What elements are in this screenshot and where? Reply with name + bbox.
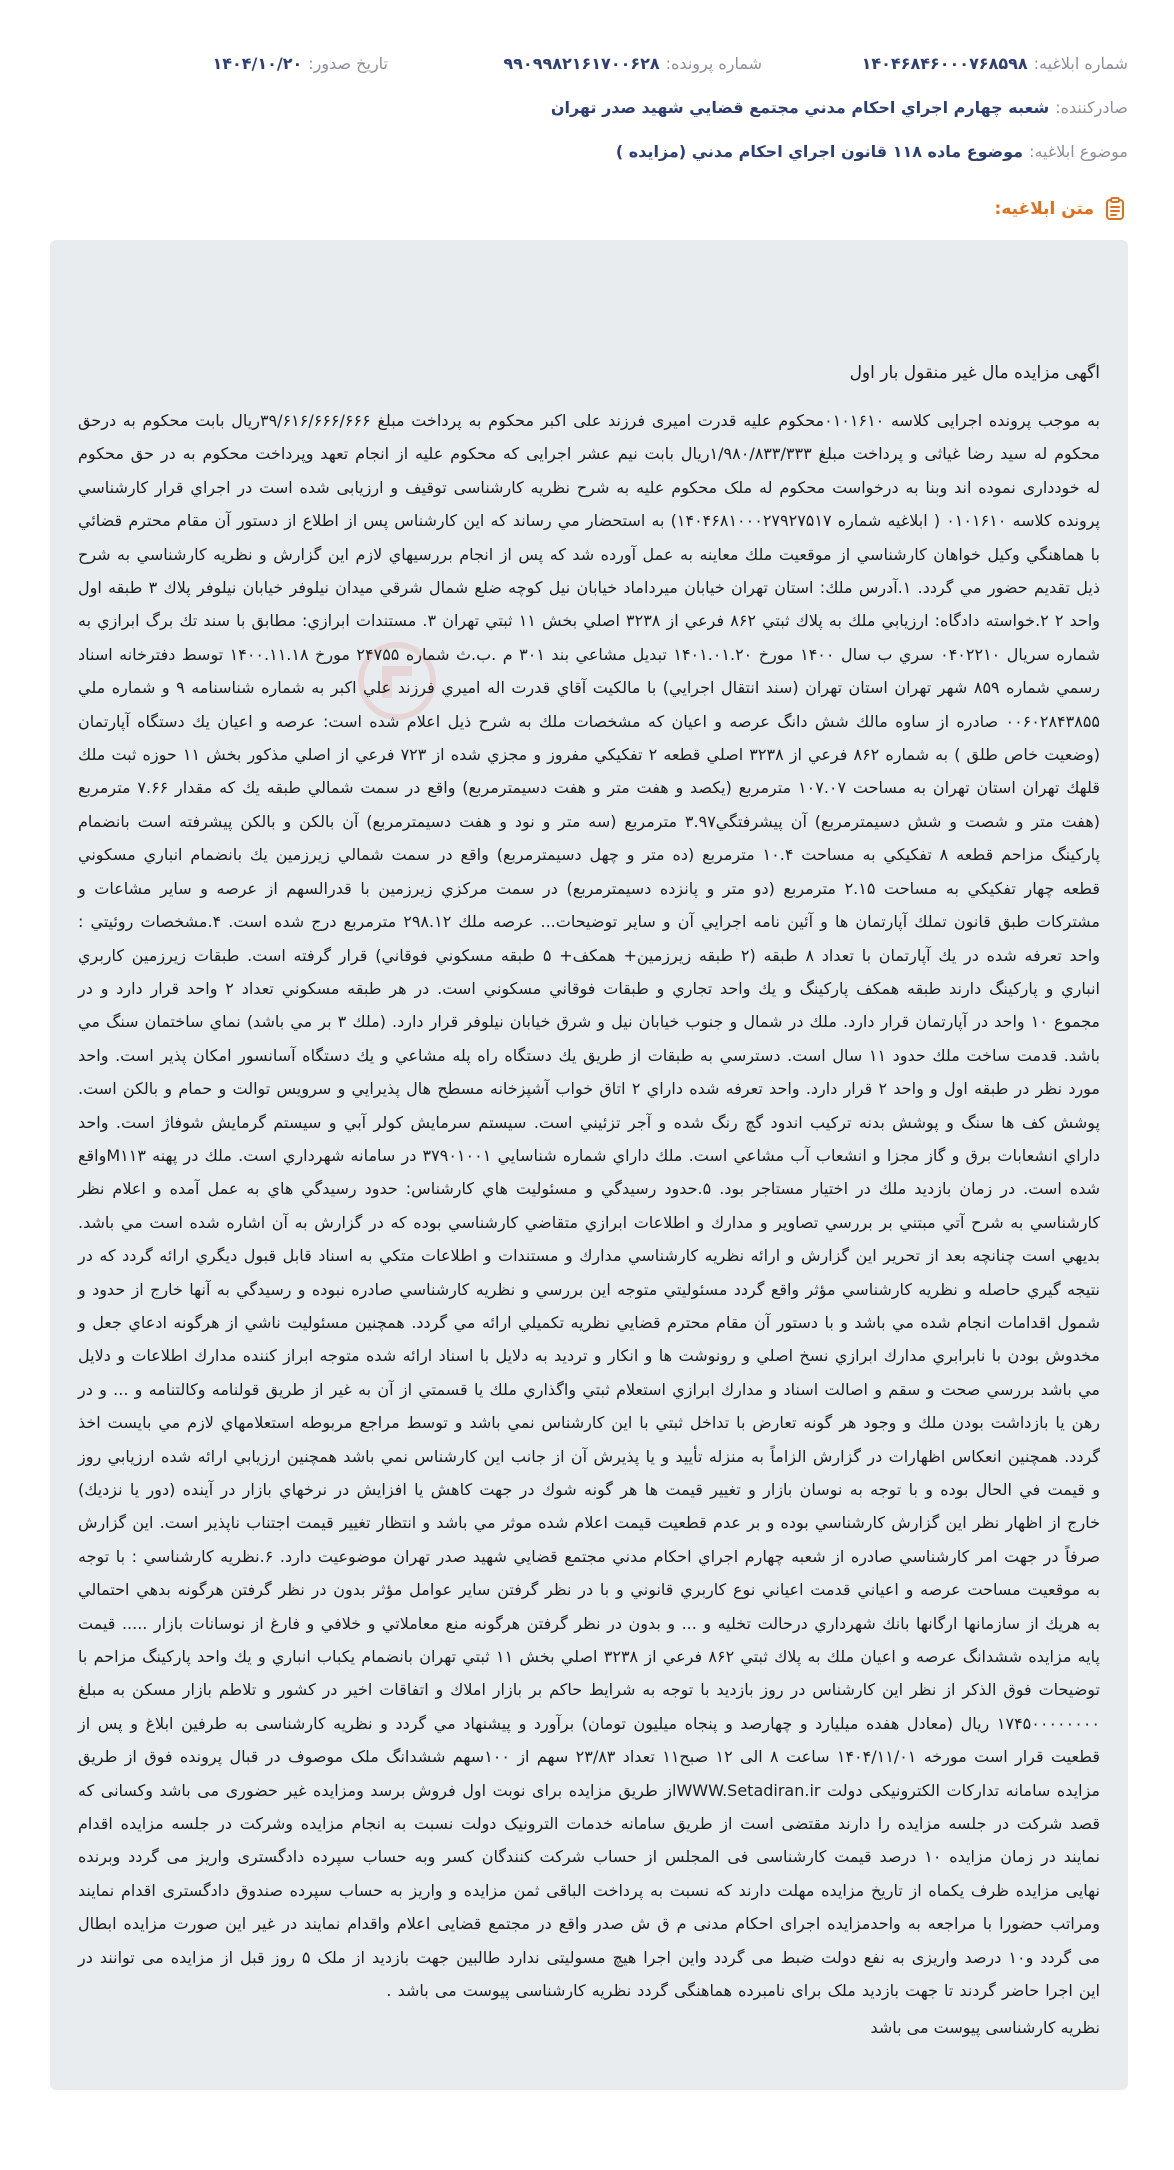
notice-text-title: متن ابلاغیه: [994, 199, 1094, 219]
notice-text-heading [995, 196, 1128, 222]
issuer-value: شعبه چهارم اجراي احكام مدني مجتمع قضايي شهيد صدر تهران [550, 97, 1050, 117]
case-number-label: شماره پرونده: [665, 54, 762, 73]
subject-row [46, 136, 1128, 166]
document-title: اگهی مزایده مال غیر منقول بار اول [849, 363, 1100, 383]
notice-number [862, 54, 1128, 73]
notice-number-label: شماره ابلاغیه: [1033, 54, 1128, 73]
subject-label: موضوع ابلاغیه: [1029, 141, 1128, 161]
document-body: به موجب پرونده اجرایی کلاسه ۰۱۰۱۶۱۰محکوم علیه قدرت امیری فرزند علی اکبر محکوم به پرداخت مبلغ ۳۹/۶۱۶/۶۶۶/۶۶۶ریال بابت محکوم به درحق محکوم له سید رضا غیاثی و پرداخت مبلغ ۱/۹۸۰/۸۳۳/۳۳۳ریال بابت نیم عشر اجرایی که محکوم علیه از انجام تعهد وپرداخت محکوم به در حق محکوم له خودداری نموده اند وبنا به درخواست محکوم له ملک محکوم علیه به شرح نظریه کارشناسی توقیف و ارزیابی شده است در اجراي قرار كارشناسي پرونده كلاسه ۰۱۰۱۶۱۰ ( ابلاغيه شماره ۱۴۰۴۶۸۱۰۰۰۲۷۹۲۷۵۱۷) به استحضار مي رساند كه اين كارشناس پس از اطلاع از دستور آن مقام محترم قضائي با هماهنگي وكيل خواهان كارشناسي از موقعيت ملك معاينه به عمل آورده شد كه پس از انجام بررسيهاي لازم اين گزارش و نظريه كارشناسي به شرح ذيل تقديم حضور مي گردد. ۱.آدرس ملك: استان تهران خيابان ميرداماد خيابان نيل كوچه ضلع شمال شرقي ميدان نيلوفر خيابان نيلوفر پلاك ۳ طبقه اول واحد ۲ ۲.خواسته دادگاه: ارزيابي ملك به پلاك ثبتي ۸۶۲ فرعي از ۳۲۳۸ اصلي بخش ۱۱ ثبتي تهران ۳. مستندات ابرازي: مطابق با سند تك برگ ابرازي به شماره سريال ۰۴۰۲۲۱۰ سري ب سال ۱۴۰۰ مورخ ۱۴۰۱.۰۱.۲۰ تبديل مشاعي بند ۳۰۱ م .ب.ث شماره ۲۴۷۵۵ مورخ ۱۴۰۰.۱۱.۱۸ توسط دفترخانه اسناد رسمي شماره ۸۵۹ شهر تهران استان تهران (سند انتقال اجرايي) با مالكيت آقاي قدرت اله اميري فرزند علي اكبر به شماره شناسنامه ۹ و شماره ملي ۰۰۶۰۲۸۴۳۸۵۵ صادره از ساوه مالك شش دانگ عرصه و اعيان كه مشخصات ملك به شرح ذيل اعلام شده است: عرصه و اعيان يك دستگاه آپارتمان (وضعيت خاص طلق ) به شماره ۸۶۲ فرعي از ۳۲۳۸ اصلي قطعه ۲ تفكيكي مفروز و مجزي شده از ۷۲۳ فرعي از اصلي مذكور بخش ۱۱ حوزه ثبت ملك قلهك تهران استان تهران به مساحت ۱۰۷.۰۷ مترمربع (يكصد و هفت متر و هفت دسيمترمربع) واقع در سمت شمالي طبقه يك كه مقدار ۷.۶۶ مترمربع (هفت متر و شصت و شش دسيمترمربع) آن پيشرفتگي۳.۹۷ مترمربع (سه متر و نود و هفت دسيمترمربع) آن بالكن و بالكن پيشرفته است بانضمام پاركينگ مزاحم قطعه ۸ تفكيكي به مساحت ۱۰.۴ مترمربع (ده متر و چهل دسيمترمربع) واقع در سمت شمالي زيرزمين يك بانضمام انباري مسكوني قطعه چهار تفكيكي به مساحت ۲.۱۵ مترمربع (دو متر و پانزده دسيمترمربع) در سمت مركزي زيرزمين با قدرالسهم از عرصه و ساير مشاعات و مشتركات طبق قانون تملك آپارتمان ها و آئين نامه اجرايي آن و ساير توضيحات... عرصه ملك ۲۹۸.۱۲ مترمربع درج شده است. ۴.مشخصات روئيتي : واحد تعرفه شده در يك آپارتمان با تعداد ۸ طبقه (۲ طبقه زيرزمين+ همكف+ ۵ طبقه مسكوني فوقاني) قرار گرفته است. طبقات زيرزمين كاربري انباري و پاركينگ دارند طبقه همكف پاركينگ و يك واحد تجاري و طبقات فوقاني مسكوني است. در هر طبقه مسكوني تعداد ۲ واحد قرار دارد و در مجموع ۱۰ واحد در آپارتمان قرار دارد. ملك در شمال و جنوب خيابان نيل و شرق خيابان نيلوفر قرار دارد. (ملك ۳ بر مي باشد) نماي ساختمان سنگ مي باشد. قدمت ساخت ملك حدود ۱۱ سال است. دسترسي به طبقات از طريق يك دستگاه راه پله مشاعي و يك دستگاه آسانسور امكان پذير است. واحد مورد نظر در طبقه اول و واحد ۲ قرار دارد. واحد تعرفه شده داراي ۲ اتاق خواب آشپزخانه مسطح هال پذيرايي و سرويس توالت و حمام و بالكن است. پوشش كف ها سنگ و پوشش بدنه تركيب اندود گچ رنگ شده و آجر تزئيني است. سيستم سرمايش كولر آبي و سيستم گرمايش شوفاژ است. واحد داراي انشعابات برق و گاز مجزا و انشعاب آب مشاعي است. ملك داراي شماره شناسايي ۳۷۹۰۱۰۰۱ در سامانه شهرداري است. ملك در پهنه M۱۱۳واقع شده است. در زمان بازديد ملك در اختيار مستاجر بود. ۵.حدود رسيدگي و مسئوليت هاي كارشناس: حدود رسيدگي هاي به عمل آمده و اعلام نظر كارشناسي به شرح آتي مبتني بر بررسي تصاوير و مدارك و اطلاعات ابرازي متقاضي كارشناسي بوده كه در گزارش به آن اشاره شده است مي باشد. بديهي است چنانچه بعد از تحرير اين گزارش و ارائه نظريه كارشناسي مدارك و مستندات و اطلاعات متكي به اسناد قابل قبول ديگري ارائه گردد كه در نتيجه گيري حاصله و نظريه كارشناسي مؤثر واقع گردد مسئوليتي متوجه اين بررسي و نظريه كارشناسي صادره نبوده و رسيدگي به آنها خارج از حدود و شمول اقدامات انجام شده مي باشد و با دستور آن مقام محترم قضايي نظريه تكميلي ارائه مي گردد. همچنين مسئوليت ناشي از هرگونه ادعاي جعل و مخدوش بودن با نابرابري مدارك ابرازي نسخ اصلي و رونوشت ها و انكار و ترديد به دلايل با اسناد ارائه شده متوجه ابراز كننده مدارك اطلاعات و دلايل مي باشد بررسي صحت و سقم و اصالت اسناد و مدارك ابرازي استعلام ثبتي واگذاري ملك يا قسمتي از آن به غير از طريق قولنامه وكالتنامه و ... و در رهن يا بازداشت بودن ملك و وجود هر گونه تعارض با تداخل ثبتي با اين كارشناس نمي باشد و توسط مراجع مربوطه استعلامهاي لازم مي بايست اخذ گردد. همچنين انعكاس اظهارات در گزارش الزاماً به منزله تأييد و يا پذيرش آن از جانب اين كارشناس نمي باشد همچنين ارزيابي ارائه شده ارزيابي روز و قيمت في الحال بوده و با توجه به نوسان بازار و تغيير قيمت ها هر گونه شوك در جهت كاهش يا افزايش در نرخهاي بازار در آينده (دور يا نزديك) خارج از اظهار نظر اين گزارش كارشناسي بوده و بر عدم قطعيت قيمت اعلام شده موثر مي باشد و انتظار تغيير قيمت اجتناب ناپذير است. اين گزارش صرفاً در جهت امر كارشناسي صادره از شعبه چهارم اجراي احكام مدني مجتمع قضايي شهيد صدر تهران موضوعيت دارد. ۶.نظريه كارشناسي : با توجه به موقعيت مساحت عرصه و اعياني قدمت اعياني نوع كاربري قانوني و با در نظر گرفتن ساير عوامل مؤثر بدون در نظر گرفتن هرگونه بدهي احتمالي به هريك از سازمانها ارگانها بانك شهرداري درحالت تخليه و ... و بدون در نظر گرفتن هرگونه منع معاملاتي و خلافي و فارغ از نوسانات بازار ..... قيمت پايه مزايده ششدانگ عرصه و اعيان ملك به پلاك ثبتي ۸۶۲ فرعي از ۳۲۳۸ اصلي بخش ۱۱ ثبتي تهران بانضمام يكباب انباري و يك واحد پاركينگ مزاحم با توضيحات فوق الذكر از نظر اين كارشناس در روز بازديد با توجه به شرايط حاكم بر بازار املاك و اتفاقات اخير در كشور و تلاطم بازار مسكن به مبلغ ۱۷۴۵۰۰۰۰۰۰۰۰ ريال (معادل هفده ميليارد و چهارصد و پنجاه ميليون تومان) برآورد و پيشنهاد مي گردد و نظريه کارشناسی به طرفین ابلاغ و پس از قطعیت قرار است مورخه ۱۴۰۴/۱۱/۰۱ ساعت ۸ الی ۱۲ صبح۱۱ تعداد ۲۳/۸۳ سهم از ۱۰۰سهم ششدانگ ملک موصوف در قبال پرونده فوق از طریق مزایده سامانه تدارکات الکترونیکی دولت WWW.Setadiran.irاز طریق مزایده برای نوبت اول فروش برسد ومزایده غیر حضوری می باشد وکسانی که قصد شرکت در جلسه مزایده را دارند مقتضی است از طریق سامانه خدمات الترونیک دولت نسبت به انجام مزایده وشرکت در جلسه مزایده اقدام نمایند در زمان مزایده ۱۰ درصد قیمت کارشناسی فی المجلس از حساب شرکت کنندگان کسر وبه حساب سپرده دادگستری واریز می گردد وبرنده نهایی مزایده ظرف یکماه از تاریخ مزایده مهلت دارند که نسبت به پرداخت الباقی ثمن مزایده و واریز به حساب سپرده صندوق دادگستری اقدام نمایند ومراتب حضورا با مراجعه به واحدمزایده اجرای احکام مدنی م ق ش صدر واقع در مجتمع قضایی اعلام واقدام نمایند در غیر این صورت مزایده ابطال می گردد و۱۰ درصد واریزی به نفع دولت ضبط می گردد واین اجرا هیچ مسولیتی ندارد طالبین جهت بازدید از ملک ۵ روز قبل از مزایده می توانند در این اجرا حاضر گردند تا جهت بازدید ملک برای نامبرده هماهنگی گردد نظریه کارشناسی پیوست می باشد . [78, 411, 1101, 2001]
notice-number-value: ۱۴۰۴۶۸۴۶۰۰۰۷۶۸۵۹۸ [861, 54, 1028, 73]
case-number [503, 54, 762, 73]
issuer-label: صادرکننده: [1055, 97, 1128, 117]
document-footer: نظریه کارشناسی پیوست می باشد [870, 2018, 1100, 2037]
notice-content-panel [50, 240, 1128, 2090]
document-icon [1102, 196, 1128, 222]
issue-date [212, 54, 388, 73]
case-number-value: ۹۹۰۹۹۸۲۱۶۱۷۰۰۶۲۸ [503, 54, 660, 73]
issue-date-label: تاریخ صدور: [308, 54, 388, 73]
issue-date-value: ۱۴۰۴/۱۰/۲۰ [212, 54, 303, 73]
subject-value: موضوع ماده ۱۱۸ قانون اجراي احکام مدني (مزايده ) [615, 141, 1024, 161]
notice-meta-row [46, 50, 1128, 80]
issuer-row [46, 92, 1128, 122]
